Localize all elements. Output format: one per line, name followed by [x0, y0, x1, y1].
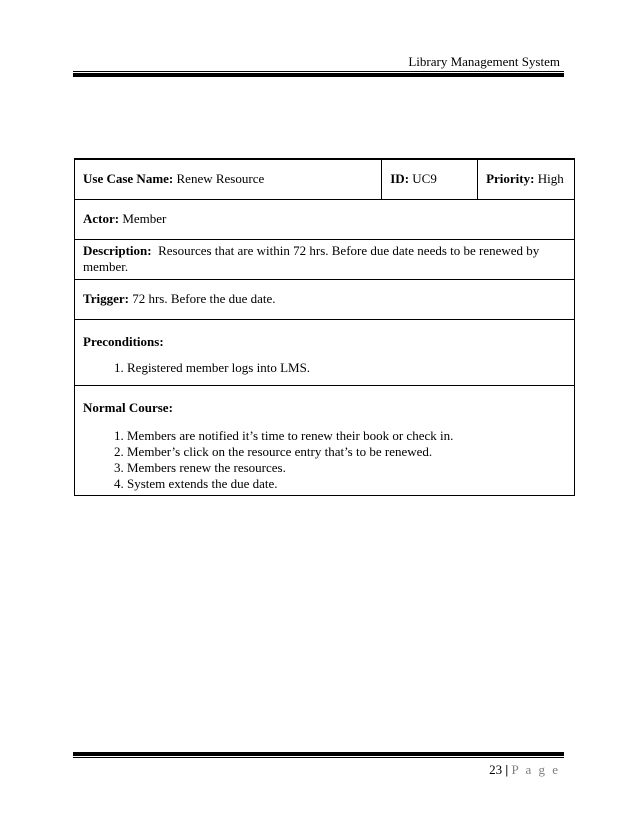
- footer-rule-thin: [73, 757, 564, 758]
- header-title: Library Management System: [408, 54, 560, 69]
- header-rule-thick: [73, 73, 564, 77]
- use-case-name-cell: [75, 159, 382, 199]
- use-case-priority-cell: [478, 159, 575, 199]
- actor-row: [75, 199, 575, 239]
- trigger-value: 72 hrs. Before the due date.: [132, 291, 276, 306]
- trigger-row: [75, 279, 575, 319]
- trigger-label: Trigger:: [83, 291, 129, 306]
- preconditions-cell: [75, 319, 575, 385]
- use-case-id-value: UC9: [412, 171, 437, 187]
- normal-course-list: [83, 428, 566, 492]
- list-item: 1. Members are notified it’s time to renew their book or check in.: [127, 428, 566, 444]
- use-case-table: [74, 158, 575, 496]
- normal-course-label: Normal Course:: [83, 399, 173, 415]
- description-label: Description:: [83, 243, 152, 258]
- use-case-name-label: Use Case Name:: [83, 171, 174, 187]
- list-item: 2. Member’s click on the resource entry that’s to be renewed.: [127, 444, 566, 460]
- list-item: 3. Members renew the resources.: [127, 460, 566, 476]
- preconditions-label: Preconditions:: [83, 333, 164, 349]
- description-row: [75, 239, 575, 279]
- actor-cell: [75, 199, 575, 239]
- description-cell: [75, 239, 575, 279]
- list-item: 1. Registered member logs into LMS.: [127, 360, 566, 376]
- use-case-priority-label: Priority:: [486, 171, 535, 187]
- page-separator: |: [505, 762, 509, 777]
- preconditions-list: [83, 360, 566, 376]
- use-case-id-label: ID:: [390, 171, 410, 187]
- page-word: P a g e: [511, 762, 560, 777]
- name-row: [75, 159, 575, 199]
- use-case-id-cell: [382, 159, 478, 199]
- page-number: 23: [489, 762, 503, 777]
- footer-rule-thick: [73, 752, 564, 756]
- use-case-priority-value: High: [537, 171, 564, 187]
- list-item: 4. System extends the due date.: [127, 476, 566, 492]
- actor-label: Actor:: [83, 211, 120, 226]
- preconditions-row: [75, 319, 575, 385]
- use-case-name-value: Renew Resource: [176, 171, 265, 187]
- actor-value: Member: [122, 211, 167, 226]
- header-rule-thin: [73, 71, 564, 72]
- page-number-label: [489, 762, 560, 778]
- description-value: Resources that are within 72 hrs. Before due date needs to be renewed by member.: [83, 243, 540, 274]
- normal-course-cell: [75, 385, 575, 495]
- normal-course-row: [75, 385, 575, 495]
- trigger-cell: [75, 279, 575, 319]
